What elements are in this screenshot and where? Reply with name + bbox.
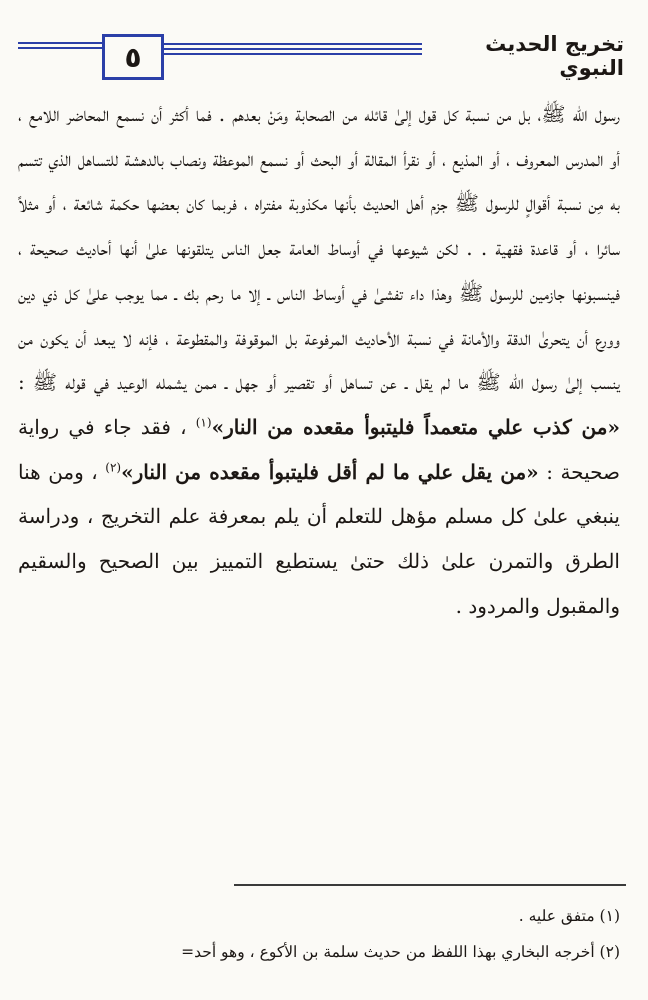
footnotes bbox=[18, 898, 620, 970]
text-segment: ، ومن هنا ينبغي علىٰ كل مسلم مؤهل للتعلم أن يلم بمعرفة علم التخريج ، ودراسة الطرق والتمرن علىٰ ذلك حتىٰ يستطيع التمييز بين الصحيح والسقيم والمقبول والمردود . bbox=[18, 459, 620, 618]
footnote-ref[interactable]: (١) bbox=[195, 415, 212, 430]
page-header bbox=[18, 28, 624, 80]
footnote: (٢) أخرجه البخاري بهذا اللفظ من حديث سلمة بن الأكوع ، وهو أحد= bbox=[181, 943, 620, 961]
running-title: تخريج الحديث النبوي bbox=[485, 32, 624, 80]
header-rule-right bbox=[152, 43, 422, 58]
text-segment: رسول الله ﷺ، بل من نسبة كل قول إلىٰ قائله من الصحابة ومَنْ بعدهم . فما أكثر أن نسمع المحاضر اللامع ، أو المدرس المعروف ، أو المذيع ، أو نقرأ المقالة أو البحث أو نسمع الموعظة ونصاب بالدهشة للتساهل الذي تتسم به مِن نسبة أقوالٍ للرسول ﷺ جزم أهل الحديث بأنها مكذوبة مفتراه ، فربما كان بعضها حكمة شائعة ، أو مثلاً سائرا ، أو قاعدة فقهية . . لكن شيوعها في أوساط العامة جعل الناس يتلقونها علىٰ أنها أحاديث صحيحة ، فينسبونها جازمين للرسول ﷺ وهذا داء تفشىٰ في أوساط الناس ـ إلا ما رحم بك ـ مما يوجب علىٰ كل ذي دين وورع أن يتحرىٰ الدقة والأمانة في نسبة الأحاديث المرفوعة بل الموقوفة والمقطوعة ، فإنه لا يبعد أن يكون من ينسب إلىٰ رسول الله ﷺ ما لم يقل ـ عن تساهل أو تقصير أو جهل ـ ممن يشمله الوعيد في قوله ﷺ : bbox=[18, 102, 620, 395]
header-rule-left bbox=[18, 42, 108, 52]
footnote-divider bbox=[234, 884, 626, 886]
hadith-quote: «من كذب علي متعمداً فليتبوأ مقعده من النار» bbox=[211, 414, 620, 439]
paragraph bbox=[18, 92, 620, 628]
page-number: ٥ bbox=[102, 34, 164, 80]
footnote-ref[interactable]: (٢) bbox=[105, 459, 122, 474]
hadith-quote: «من يقل علي ما لم أقل فليتبوأ مقعده من النار» bbox=[121, 459, 539, 484]
footnote: (١) متفق عليه . bbox=[518, 907, 620, 925]
main-text bbox=[18, 92, 620, 628]
text-segment: ، فقد جاء في رواية صحيحة : bbox=[18, 414, 621, 484]
